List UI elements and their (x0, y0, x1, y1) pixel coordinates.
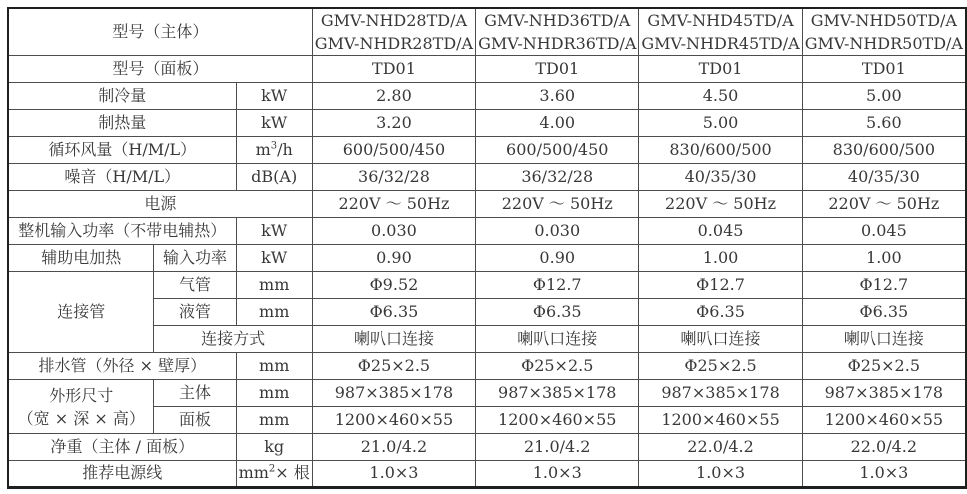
sub-label-gas-pipe: 气管 (154, 272, 236, 299)
row-model-panel (8, 56, 966, 83)
value-cell: Φ6.35 (802, 299, 966, 326)
row-power-cord (8, 461, 966, 488)
row-heating-capacity (8, 110, 966, 137)
unit-cell: kW (236, 83, 312, 110)
label-cooling-capacity: 制冷量 (8, 83, 236, 110)
row-power-supply (8, 191, 966, 218)
value-cell: 22.0/4.2 (802, 434, 966, 461)
unit-cell: mm (236, 272, 312, 299)
label-noise: 噪音（H/M/L） (8, 164, 236, 191)
label-net-weight: 净重（主体 / 面板） (8, 434, 236, 461)
value-cell: 1200×460×55 (476, 407, 639, 434)
value-cell: 36/32/28 (476, 164, 639, 191)
value-cell: 喇叭口连接 (639, 326, 802, 353)
value-cell: 1.0×3 (639, 461, 802, 488)
cell-line: （宽 × 深 × 高） (17, 408, 145, 428)
cell-part: mm (238, 463, 269, 483)
sub-label-panel: 面板 (154, 407, 236, 434)
cell-part: 3 (270, 140, 278, 152)
sub-label-liquid-pipe: 液管 (154, 299, 236, 326)
value-cell: Φ12.7 (802, 272, 966, 299)
label-heating-capacity: 制热量 (8, 110, 236, 137)
row-noise (8, 164, 966, 191)
sub-label-connection-method: 连接方式 (154, 326, 312, 353)
value-cell: 3.60 (476, 83, 639, 110)
value-cell: Φ12.7 (639, 272, 802, 299)
unit-cell: mm (236, 299, 312, 326)
unit-cell: kW (236, 245, 312, 272)
value-cell: 1200×460×55 (802, 407, 966, 434)
value-cell: TD01 (802, 56, 966, 83)
value-cell: 830/600/500 (639, 137, 802, 164)
label-power-cord: 推荐电源线 (8, 461, 236, 488)
value-cell: 987×385×178 (476, 380, 639, 407)
value-cell: 1.0×3 (312, 461, 475, 488)
row-air-circulation (8, 137, 966, 164)
value-cell: 40/35/30 (802, 164, 966, 191)
cell-line: GMV-NHD50TD/A (810, 11, 957, 30)
value-cell: 5.00 (639, 110, 802, 137)
value-cell: 36/32/28 (312, 164, 475, 191)
spec-table-container (7, 7, 967, 489)
value-cell: 0.045 (639, 218, 802, 245)
value-cell: TD01 (639, 56, 802, 83)
cell-line: GMV-NHDR45TD/A (641, 34, 800, 54)
value-cell: 0.90 (476, 245, 639, 272)
value-cell: Φ25×2.5 (476, 353, 639, 380)
value-cell: 987×385×178 (312, 380, 475, 407)
unit-cell: kW (236, 110, 312, 137)
unit-cell (236, 137, 312, 164)
value-cell: 2.80 (312, 83, 475, 110)
row-drain-pipe (8, 353, 966, 380)
cell-line: GMV-NHDR50TD/A (804, 34, 963, 54)
row-dimensions-body (8, 380, 966, 407)
value-model-28 (312, 8, 475, 56)
cell-part: /h (277, 139, 293, 159)
value-cell: Φ12.7 (476, 272, 639, 299)
value-cell: Φ6.35 (639, 299, 802, 326)
label-drain-pipe: 排水管（外径 × 壁厚） (8, 353, 236, 380)
value-cell: Φ25×2.5 (312, 353, 475, 380)
value-model-45 (639, 8, 802, 56)
sub-label-input-power: 输入功率 (154, 245, 236, 272)
value-cell: 1200×460×55 (312, 407, 475, 434)
value-model-36 (476, 8, 639, 56)
value-cell: Φ25×2.5 (639, 353, 802, 380)
spec-table (7, 7, 967, 489)
cell-line: GMV-NHD28TD/A (320, 11, 468, 30)
cell-part: 2 (268, 464, 276, 476)
unit-cell: kW (236, 218, 312, 245)
spec-table-body (8, 8, 966, 488)
unit-cell: mm (236, 353, 312, 380)
value-cell: 1.00 (639, 245, 802, 272)
label-input-power: 整机输入功率（不带电辅热） (8, 218, 236, 245)
value-cell: 987×385×178 (802, 380, 966, 407)
value-cell: 0.030 (312, 218, 475, 245)
value-cell: 987×385×178 (639, 380, 802, 407)
unit-cell: mm (236, 407, 312, 434)
label-connecting-pipe: 连接管 (8, 272, 154, 353)
value-cell: 830/600/500 (802, 137, 966, 164)
cell-part: m (255, 139, 271, 159)
row-input-power (8, 218, 966, 245)
value-cell: 0.045 (802, 218, 966, 245)
value-cell: 0.030 (476, 218, 639, 245)
value-cell: 1.00 (802, 245, 966, 272)
row-gas-pipe (8, 272, 966, 299)
value-cell: 5.00 (802, 83, 966, 110)
row-model-body (8, 8, 966, 56)
label-aux-heater: 辅助电加热 (8, 245, 154, 272)
cell-line: GMV-NHD36TD/A (484, 11, 631, 30)
value-cell: Φ9.52 (312, 272, 475, 299)
cell-line: 外形尺寸 (49, 385, 114, 405)
value-model-50 (802, 8, 966, 56)
value-cell: 喇叭口连接 (312, 326, 475, 353)
value-cell: 21.0/4.2 (476, 434, 639, 461)
value-cell: 600/500/450 (312, 137, 475, 164)
value-cell: TD01 (312, 56, 475, 83)
row-cooling-capacity (8, 83, 966, 110)
value-cell: 220V ～ 50Hz (476, 191, 639, 218)
label-air-circulation: 循环风量（H/M/L） (8, 137, 236, 164)
value-cell: 220V ～ 50Hz (802, 191, 966, 218)
cell-part: × 根 (275, 463, 310, 483)
row-aux-heater (8, 245, 966, 272)
sub-label-body: 主体 (154, 380, 236, 407)
value-cell: 220V ～ 50Hz (639, 191, 802, 218)
value-cell: 220V ～ 50Hz (312, 191, 475, 218)
label-model-body: 型号（主体） (8, 8, 312, 56)
value-cell: 21.0/4.2 (312, 434, 475, 461)
cell-line: GMV-NHDR36TD/A (478, 34, 637, 54)
value-cell: 22.0/4.2 (639, 434, 802, 461)
label-model-panel: 型号（面板） (8, 56, 312, 83)
value-cell: 4.50 (639, 83, 802, 110)
unit-cell: mm (236, 380, 312, 407)
unit-cell: kg (236, 434, 312, 461)
value-cell: 1.0×3 (476, 461, 639, 488)
value-cell: 5.60 (802, 110, 966, 137)
value-cell: 40/35/30 (639, 164, 802, 191)
value-cell: 1200×460×55 (639, 407, 802, 434)
value-cell: Φ25×2.5 (802, 353, 966, 380)
value-cell: 喇叭口连接 (476, 326, 639, 353)
unit-cell (236, 461, 312, 488)
value-cell: 1.0×3 (802, 461, 966, 488)
value-cell: 喇叭口连接 (802, 326, 966, 353)
value-cell: 3.20 (312, 110, 475, 137)
unit-cell: dB(A) (236, 164, 312, 191)
value-cell: 0.90 (312, 245, 475, 272)
value-cell: Φ6.35 (312, 299, 475, 326)
value-cell: TD01 (476, 56, 639, 83)
label-power-supply: 电源 (8, 191, 312, 218)
value-cell: 4.00 (476, 110, 639, 137)
value-cell: Φ6.35 (476, 299, 639, 326)
label-dimensions (8, 380, 154, 434)
value-cell: 600/500/450 (476, 137, 639, 164)
cell-line: GMV-NHD45TD/A (647, 11, 794, 30)
row-net-weight (8, 434, 966, 461)
cell-line: GMV-NHDR28TD/A (314, 34, 474, 54)
